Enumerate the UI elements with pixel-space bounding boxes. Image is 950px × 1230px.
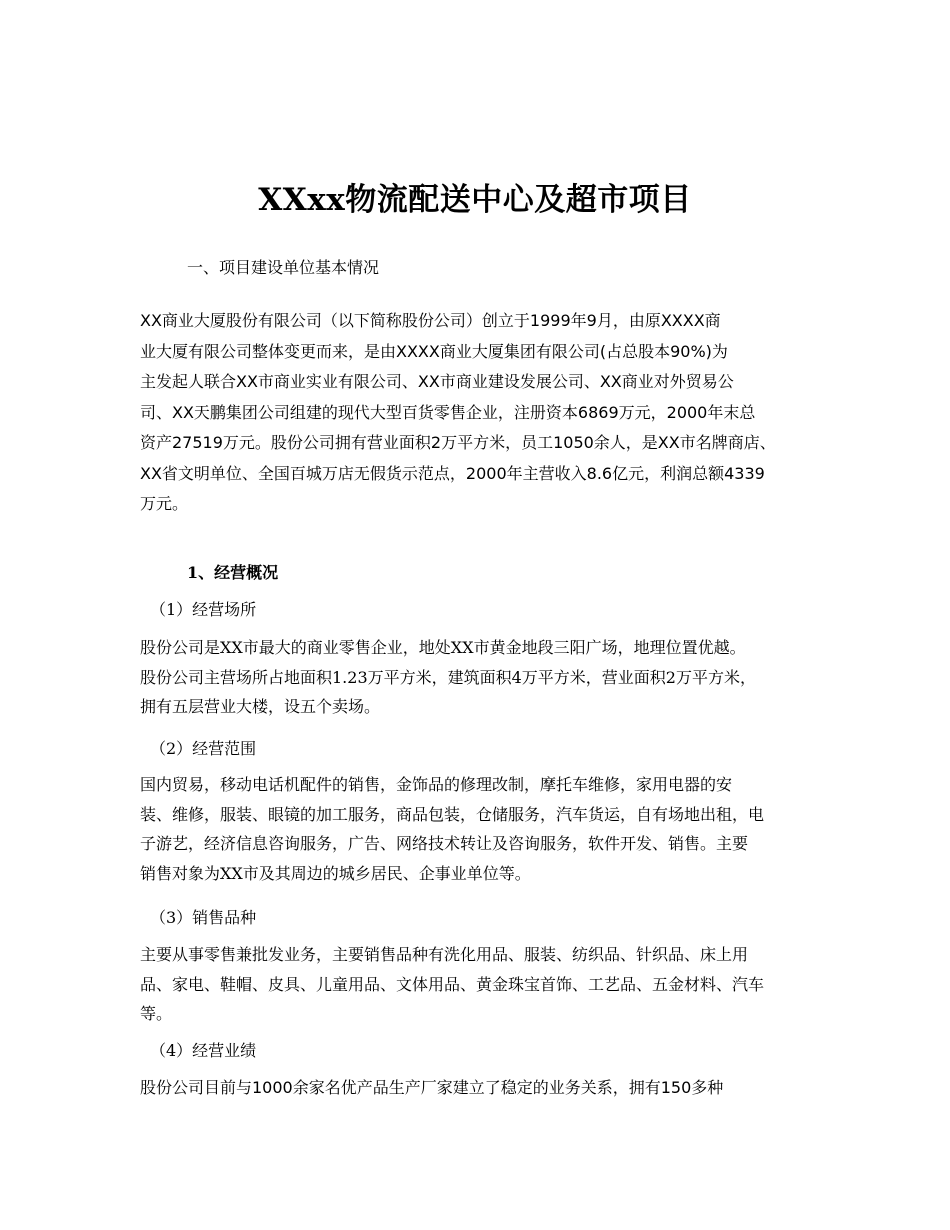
item-heading: （4）经营业绩	[150, 1041, 257, 1060]
paragraph-line: XX商业大厦股份有限公司（以下简称股份公司）创立于1999年9月，由原XXXX商	[140, 311, 721, 330]
item-paragraph	[140, 770, 830, 888]
paragraph-line: 资产27519万元。股份公司拥有营业面积2万平方米，员工1050余人，是XX市名牌商店、	[140, 433, 776, 452]
intro-paragraph	[140, 306, 825, 520]
paragraph-line: 国内贸易，移动电话机配件的销售，金饰品的修理改制，摩托车维修，家用电器的安	[140, 775, 733, 794]
item-heading: （2）经营范围	[150, 739, 257, 758]
paragraph-line: 业大厦有限公司整体变更而来，是由XXXX商业大厦集团有限公司(占总股本90%)为	[140, 341, 728, 361]
paragraph-line: 拥有五层营业大楼，设五个卖场。	[140, 697, 381, 716]
paragraph-line: 股份公司是XX市最大的商业零售企业，地处XX市黄金地段三阳广场，地理位置优越。	[140, 638, 746, 657]
paragraph-line: XX省文明单位、全国百城万店无假货示范点，2000年主营收入8.6亿元，利润总额4339	[140, 463, 765, 483]
subsection-heading: 1、经营概况	[187, 563, 279, 582]
document-title: XXxx物流配送中心及超市项目	[258, 182, 692, 218]
paragraph-line: 装、维修，服装、眼镜的加工服务，商品包装，仓储服务，汽车货运，自有场地出租，电	[140, 804, 765, 824]
paragraph-line: 子游艺，经济信息咨询服务，广告、网络技术转让及咨询服务，软件开发、销售。主要	[140, 834, 749, 853]
paragraph-line: 股份公司目前与1000余家名优产品生产厂家建立了稳定的业务关系，拥有150多种	[140, 1078, 724, 1097]
section-heading: 一、项目建设单位基本情况	[187, 258, 380, 277]
item-paragraph	[140, 940, 830, 1029]
item-heading: （3）销售品种	[150, 908, 257, 927]
item-paragraph	[140, 1073, 830, 1103]
paragraph-line: 等。	[140, 1004, 173, 1023]
item-paragraph	[140, 633, 830, 722]
paragraph-line: 万元。	[140, 494, 189, 513]
paragraph-line: 主发起人联合XX市商业实业有限公司、XX市商业建设发展公司、XX商业对外贸易公	[140, 372, 734, 391]
item-heading: （1）经营场所	[150, 600, 257, 619]
paragraph-line: 股份公司主营场所占地面积1.23万平方米，建筑面积4万平方米，营业面积2万平方米，	[140, 667, 756, 687]
paragraph-line: 司、XX天鹏集团公司组建的现代大型百货零售企业，注册资本6869万元，2000年末总	[140, 402, 756, 422]
paragraph-line: 品、家电、鞋帽、皮具、儿童用品、文体用品、黄金珠宝首饰、工艺品、五金材料、汽车	[140, 974, 765, 994]
paragraph-line: 销售对象为XX市及其周边的城乡居民、企事业单位等。	[140, 863, 531, 883]
paragraph-line: 主要从事零售兼批发业务，主要销售品种有洗化用品、服装、纺织品、针织品、床上用	[140, 945, 749, 964]
